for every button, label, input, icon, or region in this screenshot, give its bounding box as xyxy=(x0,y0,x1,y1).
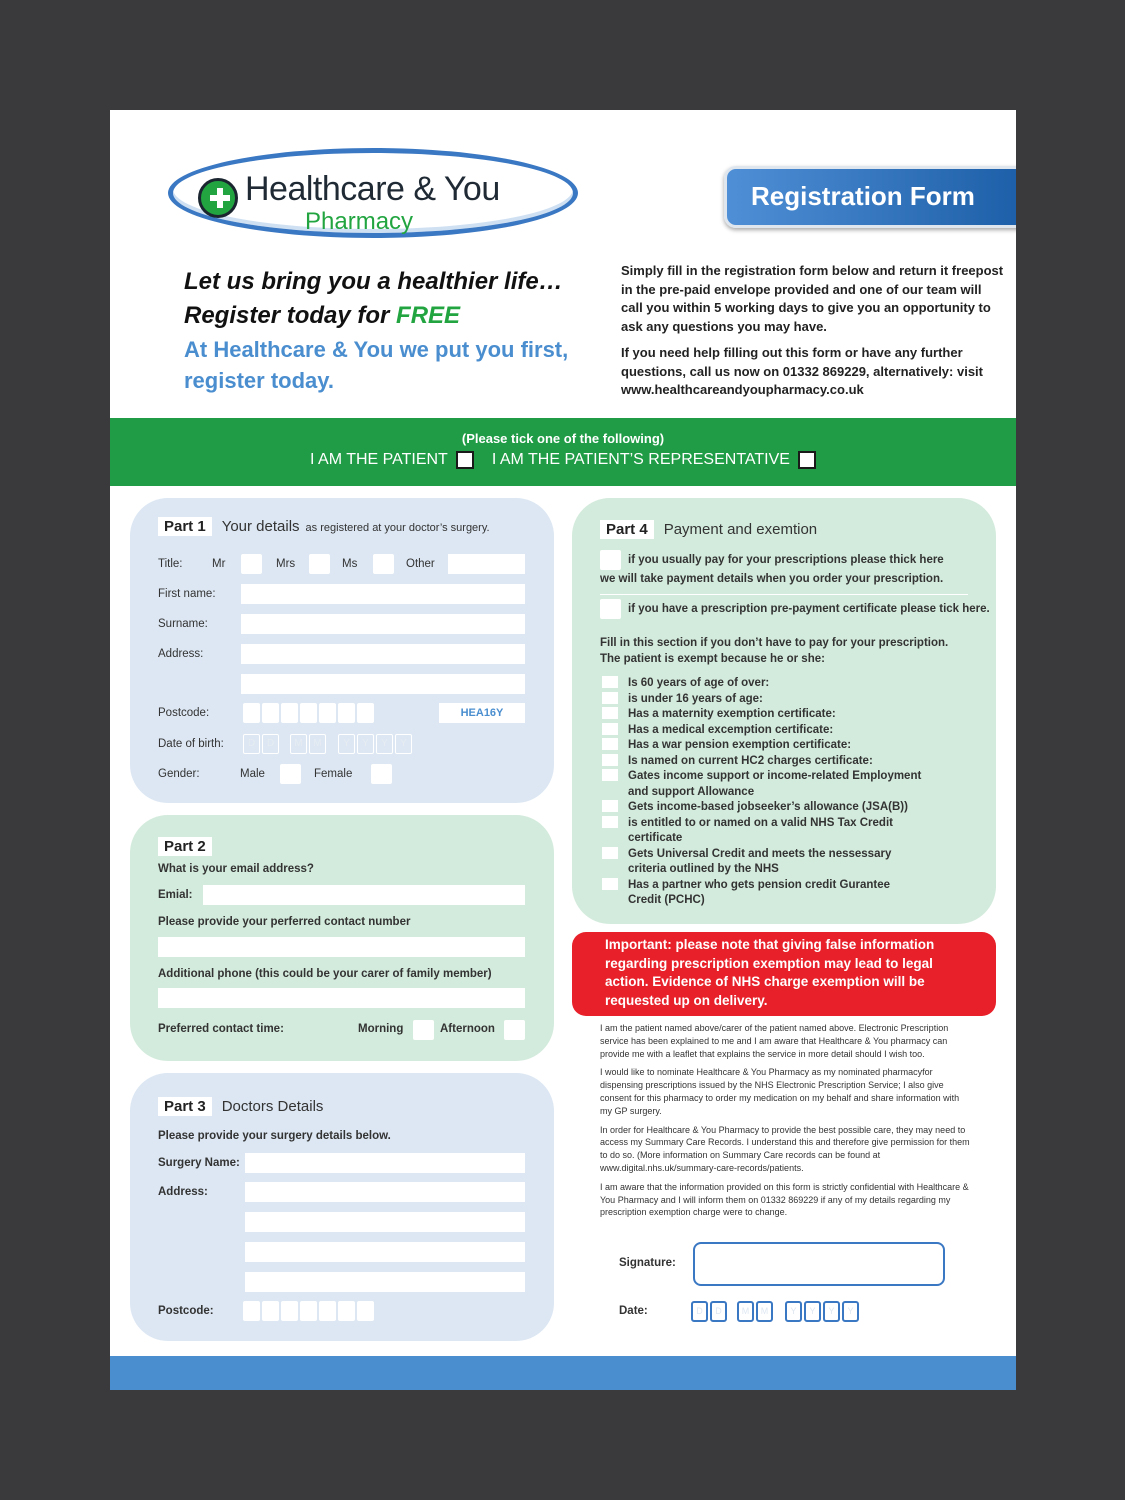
part1-panel xyxy=(130,498,554,803)
intro-paragraph-2: If you need help filling out this form or have any further questions, call us now on 01332 869229, alternatively: visit www.healthcareandyoupharmacy.co.uk xyxy=(621,345,983,397)
surgery-postcode-box[interactable] xyxy=(319,1301,336,1321)
gender-label: Gender: xyxy=(158,768,200,780)
surgery-prompt: Please provide your surgery details below. xyxy=(158,1130,391,1142)
dob-day-placeholder: D xyxy=(266,738,275,749)
surgery-name-label: Surgery Name: xyxy=(158,1157,240,1169)
female-label: Female xyxy=(314,768,353,780)
patient-option-label: I AM THE PATIENT xyxy=(310,451,448,469)
date-month-box[interactable]: M xyxy=(756,1301,773,1322)
medical-cross-icon xyxy=(198,178,238,218)
surgery-postcode-box[interactable] xyxy=(262,1301,279,1321)
date-month-box[interactable]: M xyxy=(737,1301,754,1322)
exemption-checkbox[interactable] xyxy=(602,754,618,766)
exempt-intro-1: Fill in this section if you don’t have to pay for your prescription. xyxy=(600,637,949,649)
postcode-sample-value[interactable]: HEA16Y xyxy=(439,703,525,723)
date-day-box[interactable]: D xyxy=(710,1301,727,1322)
exemption-checkbox[interactable] xyxy=(602,847,618,859)
contact-time-label: Preferred contact time: xyxy=(158,1023,284,1035)
additional-phone-label: Additional phone (this could be your carer of family member) xyxy=(158,968,492,980)
exemption-label: Is 60 years of age of over: xyxy=(628,677,770,689)
declaration-paragraph: In order for Healthcare & You Pharmacy to provide the best possible care, they may need to access my Summary Care Records. I understand this and therefore give permission for them to do so. (More information on Summary Care records can be found at www.digital.nhs.uk/summary-care-records/patients. xyxy=(600,1124,970,1173)
exemption-row xyxy=(602,847,932,878)
tick-instruction: (Please tick one of the following) xyxy=(461,431,665,446)
surgery-postcode-box[interactable] xyxy=(300,1301,317,1321)
address-label: Address: xyxy=(158,648,204,660)
dob-month-placeholder: M xyxy=(313,738,322,749)
dob-day-placeholder: D xyxy=(247,738,256,749)
postcode-label: Postcode: xyxy=(158,707,210,719)
date-year-box[interactable]: Y xyxy=(785,1301,802,1322)
exemption-row xyxy=(602,707,942,723)
part2-tag: Part 2 xyxy=(158,837,212,856)
registration-form-sheet xyxy=(110,110,1016,1390)
part4-panel xyxy=(572,498,996,924)
male-label: Male xyxy=(240,768,265,780)
exemption-label: is under 16 years of age: xyxy=(628,692,763,705)
patient-type-bar xyxy=(110,418,1016,486)
exemption-label: Gates income support or income-related Employment and support Allowance xyxy=(628,770,922,798)
dob-year-placeholder: Y xyxy=(381,738,388,749)
contact-number-input[interactable] xyxy=(158,937,525,957)
part2-panel xyxy=(130,815,554,1061)
exemption-checkbox[interactable] xyxy=(602,878,618,890)
prepay-label: if you have a prescription pre-payment certificate please tick here. xyxy=(628,603,990,615)
exempt-intro-2: The patient is exempt because he or she: xyxy=(600,653,825,665)
exemption-row xyxy=(602,754,942,770)
part4-tag: Part 4 xyxy=(600,520,654,539)
surgery-postcode-label: Postcode: xyxy=(158,1305,214,1317)
exemption-label: Gets Universal Credit and meets the nessessary criteria outlined by the NHS xyxy=(628,847,892,875)
tagline-line-2 xyxy=(184,302,563,330)
email-label: Emial: xyxy=(158,889,193,901)
dob-month-placeholder: M xyxy=(294,738,303,749)
mrs-label: Mrs xyxy=(276,558,296,570)
male-checkbox[interactable] xyxy=(280,764,301,784)
prepay-checkbox[interactable] xyxy=(600,599,621,619)
exemption-row xyxy=(602,723,942,739)
ms-checkbox[interactable] xyxy=(373,554,394,574)
surgery-address-line-1[interactable] xyxy=(245,1182,525,1202)
email-question: What is your email address? xyxy=(158,863,314,875)
mr-label: Mr xyxy=(212,558,226,570)
exemption-checkbox[interactable] xyxy=(602,769,618,781)
intro-paragraph-1: Simply fill in the registration form below and return it freepost in the pre-paid envelope provided and one of our team will call you within 5 working days to give you an opportunity to ask any questions you may have. xyxy=(621,263,1004,334)
surgery-address-line-4[interactable] xyxy=(245,1272,525,1292)
afternoon-label: Afternoon xyxy=(440,1023,495,1035)
pay-line-1: if you usually pay for your prescriptions please thick here xyxy=(628,554,944,566)
postcode-char-box[interactable] xyxy=(338,703,355,723)
surgery-name-input[interactable] xyxy=(245,1153,525,1173)
part1-title: Your details xyxy=(221,518,300,535)
postcode-char-box[interactable] xyxy=(357,703,374,723)
date-day-box[interactable]: D xyxy=(691,1301,708,1322)
declaration-paragraph: I am the patient named above/carer of the patient named above. Electronic Prescription service has been explained to me and I am aware that Healthcare & You pharmacy can provide me with a leaflet that explains the service in more detail should I wish too. xyxy=(600,1023,949,1059)
dob-year-placeholder: Y xyxy=(400,738,407,749)
exemption-row xyxy=(602,738,942,754)
declaration xyxy=(600,1022,970,1225)
exemption-row xyxy=(602,800,942,816)
tagline-register: Register today for xyxy=(184,302,397,329)
morning-checkbox[interactable] xyxy=(413,1020,434,1040)
dob-year-placeholder: Y xyxy=(343,738,350,749)
part3-title: Doctors Details xyxy=(221,1098,324,1115)
exemption-checkbox[interactable] xyxy=(602,738,618,750)
surgery-address-line-3[interactable] xyxy=(245,1242,525,1262)
date-year-box[interactable]: Y xyxy=(842,1301,859,1322)
other-label: Other xyxy=(406,558,435,570)
postcode-char-box[interactable] xyxy=(262,703,279,723)
part1-subtitle: as registered at your doctor’s surgery. xyxy=(305,522,490,534)
surgery-address-label: Address: xyxy=(158,1186,208,1198)
part3-panel xyxy=(130,1073,554,1341)
signature-label: Signature: xyxy=(619,1257,676,1269)
tagline-blue: At Healthcare & You we put you first, register today. xyxy=(184,337,569,393)
exemption-checkbox[interactable] xyxy=(602,723,618,735)
surname-label: Surname: xyxy=(158,618,208,630)
part1-tag: Part 1 xyxy=(158,517,212,536)
address-input-line-1[interactable] xyxy=(241,644,525,664)
pay-checkbox[interactable] xyxy=(600,550,621,570)
patient-checkbox[interactable] xyxy=(456,451,474,469)
dob-year-placeholder: Y xyxy=(362,738,369,749)
ms-label: Ms xyxy=(342,558,358,570)
tagline xyxy=(184,268,563,330)
surgery-postcode-box[interactable] xyxy=(243,1301,260,1321)
exemption-row xyxy=(602,676,942,692)
tagline-line-1: Let us bring you a healthier life… xyxy=(184,268,563,295)
exemption-label: is entitled to or named on a valid NHS Tax Credit certificate xyxy=(628,816,893,844)
exemption-checkbox[interactable] xyxy=(602,692,618,704)
pay-line-2: we will take payment details when you order your prescription. xyxy=(600,573,944,585)
email-input[interactable] xyxy=(203,885,525,905)
postcode-char-box[interactable] xyxy=(243,703,260,723)
intro-text xyxy=(621,262,1006,408)
important-notice: Important: please note that giving false information regarding prescription exemption may lead to legal action. Evidence of NHS charge exemption will be requested up on delivery. xyxy=(572,932,996,1016)
exemption-checkbox[interactable] xyxy=(602,800,618,812)
form-title: Registration Form xyxy=(724,166,1016,228)
logo-subtitle: Pharmacy xyxy=(305,208,414,235)
first-name-input[interactable] xyxy=(241,584,525,604)
morning-label: Morning xyxy=(358,1023,404,1035)
part2-header xyxy=(158,837,212,856)
part4-header xyxy=(600,520,817,539)
logo-name: Healthcare & You xyxy=(245,170,500,208)
afternoon-checkbox[interactable] xyxy=(504,1020,525,1040)
mrs-checkbox[interactable] xyxy=(309,554,330,574)
representative-option-label: I AM THE PATIENT’S REPRESENTATIVE xyxy=(491,451,790,469)
exemption-label: Has a partner who gets pension credit Gurantee Credit (PCHC) xyxy=(628,878,891,906)
surgery-postcode-box[interactable] xyxy=(357,1301,374,1321)
declaration-paragraph: I would like to nominate Healthcare & You Pharmacy as my nominated pharmacyfor dispensing prescriptions issued by the NHS Electronic Prescription Service; I also give consent for this pharmacy to order my medication on my behalf and share information with my GP surgery. xyxy=(600,1067,960,1116)
exemption-label: Has a medical excemption certificate: xyxy=(628,723,834,736)
part1-header xyxy=(158,517,490,536)
exemption-checkbox[interactable] xyxy=(602,816,618,828)
dob-label: Date of birth: xyxy=(158,738,224,750)
first-name-label: First name: xyxy=(158,588,216,600)
date-year-box[interactable]: Y xyxy=(804,1301,821,1322)
surgery-address-line-2[interactable] xyxy=(245,1212,525,1232)
exemption-row xyxy=(602,878,902,909)
exemption-label: Has a war pension exemption certificate: xyxy=(628,739,852,751)
exemption-row xyxy=(602,816,902,847)
exemption-row xyxy=(602,692,942,708)
exemption-label: Has a maternity exemption certificate: xyxy=(628,708,836,720)
exemption-label: Is named on current HC2 charges certificate: xyxy=(628,754,873,767)
postcode-char-box[interactable] xyxy=(319,703,336,723)
date-label: Date: xyxy=(619,1305,648,1317)
surname-input[interactable] xyxy=(241,614,525,634)
signature-input[interactable] xyxy=(693,1242,945,1286)
representative-checkbox[interactable] xyxy=(798,451,816,469)
other-title-input[interactable] xyxy=(448,554,525,574)
footer-bar xyxy=(110,1356,1016,1390)
surgery-postcode-box[interactable] xyxy=(281,1301,298,1321)
exemption-label: Gets income-based jobseeker’s allowance (JSA(B)) xyxy=(628,801,908,813)
title-label: Title: xyxy=(158,558,183,570)
patient-type-options xyxy=(110,451,1016,469)
female-checkbox[interactable] xyxy=(371,764,392,784)
divider xyxy=(600,594,968,595)
contact-number-label: Please provide your perferred contact number xyxy=(158,916,411,928)
exemption-checkbox[interactable] xyxy=(602,676,618,688)
tagline-free: FREE xyxy=(396,302,461,329)
surgery-postcode-box[interactable] xyxy=(338,1301,355,1321)
part4-title: Payment and exemtion xyxy=(663,521,818,538)
postcode-char-box[interactable] xyxy=(281,703,298,723)
additional-phone-input[interactable] xyxy=(158,988,525,1008)
address-input-line-2[interactable] xyxy=(241,674,525,694)
declaration-paragraph: I am aware that the information provided on this form is strictly confidential with Healthcare & You Pharmacy and I will inform them on 01332 869229 if any of my details regarding my prescription exemption charge were to change. xyxy=(600,1181,969,1218)
postcode-char-box[interactable] xyxy=(300,703,317,723)
date-year-box[interactable]: Y xyxy=(823,1301,840,1322)
exemption-checkbox[interactable] xyxy=(602,707,618,719)
exemption-row xyxy=(602,769,932,800)
mr-checkbox[interactable] xyxy=(241,554,262,574)
part3-header xyxy=(158,1097,323,1116)
part3-tag: Part 3 xyxy=(158,1097,212,1116)
